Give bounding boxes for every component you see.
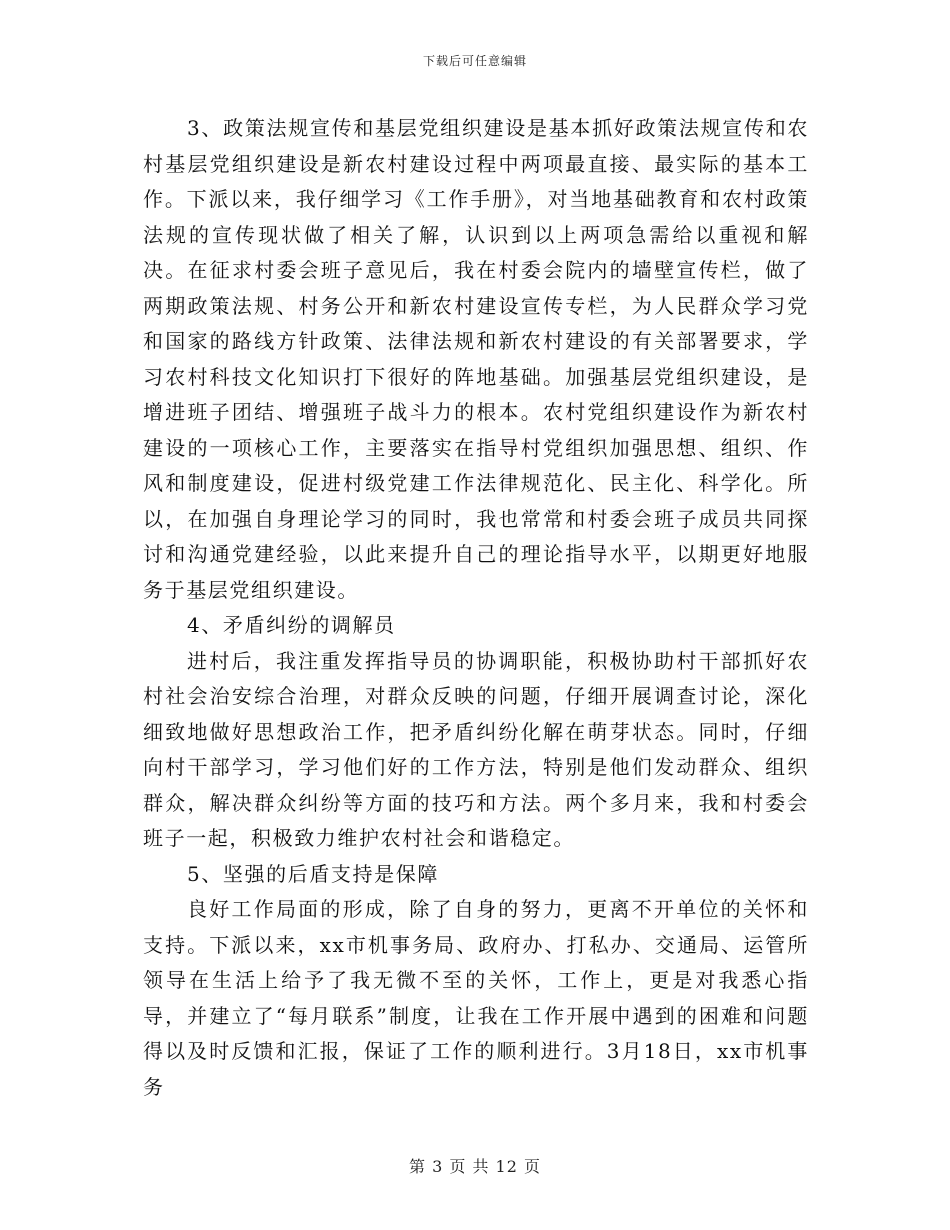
page-number: 第 3 页 共 12 页: [409, 1157, 541, 1176]
document-body: [143, 111, 809, 1105]
paragraph-mediation: 进村后，我注重发挥指导员的协调职能，积极协助村干部抓好农村社会治安综合治理，对群众反映的问题，仔细开展调查讨论，深化细致地做好思想政治工作，把矛盾纠纷化解在萌芽状态。同时，仔细向村干部学习，学习他们好的工作方法，特别是他们发动群众、组织群众，解决群众纠纷等方面的技巧和方法。两个多月来，我和村委会班子一起，积极致力维护农村社会和谐稳定。: [143, 648, 809, 850]
paragraph-policy-and-party-building: 3、政策法规宣传和基层党组织建设是基本抓好政策法规宣传和农村基层党组织建设是新农村建设过程中两项最直接、最实际的基本工作。下派以来，我仔细学习《工作手册》，对当地基础教育和农村政策法规的宣传现状做了相关了解，认识到以上两项急需给以重视和解决。在征求村委会班子意见后，我在村委会院内的墙壁宣传栏，做了两期政策法规、村务公开和新农村建设宣传专栏，为人民群众学习党和国家的路线方针政策、法律法规和新农村建设的有关部署要求，学习农村科技文化知识打下很好的阵地基础。加强基层党组织建设，是增进班子团结、增强班子战斗力的根本。农村党组织建设作为新农村建设的一项核心工作，主要落实在指导村党组织加强思想、组织、作风和制度建设，促进村级党建工作法律规范化、民主化、科学化。所以，在加强自身理论学习的同时，我也常常和村委会班子成员共同探讨和沟通党建经验，以此来提升自己的理论指导水平，以期更好地服务于基层党组织建设。: [143, 116, 809, 602]
section-heading-support: 5、坚强的后盾支持是保障: [187, 861, 439, 886]
page-header: 下载后可任意编辑: [422, 54, 527, 68]
paragraph-support: 良好工作局面的形成，除了自身的努力，更离不开单位的关怀和支持。下派以来，xx市机事务局、政府办、打私办、交通局、运管所领导在生活上给予了我无微不至的关怀，工作上，更是对我悉心指导，并建立了“每月联系”制度，让我在工作开展中遇到的困难和问题得以及时反馈和汇报，保证了工作的顺利进行。3月18日，xx市机事务: [143, 897, 809, 1099]
section-heading-mediator: 4、矛盾纠纷的调解员: [187, 613, 396, 637]
